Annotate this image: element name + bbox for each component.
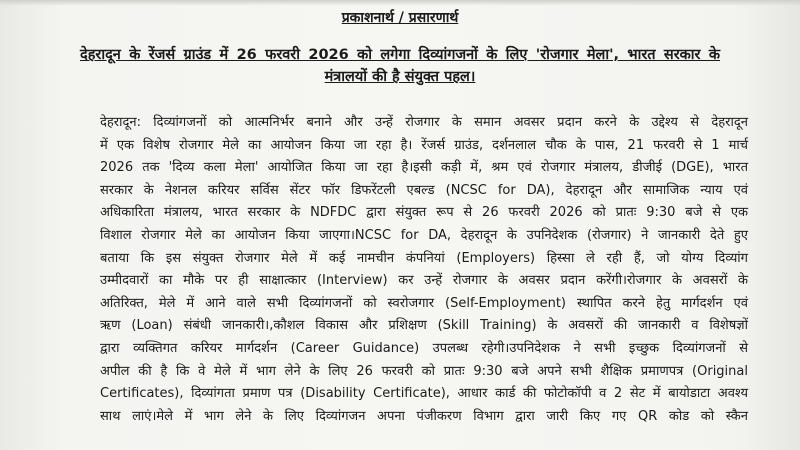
body-line: देहरादून: दिव्यांगजनों को आत्मनिर्भर बनाने और उन्हें रोजगार के समान अवसर प्रदान करने के उद्देश्य से देहरादून xyxy=(100,115,748,130)
paper-edge xyxy=(0,0,800,6)
body-line: ऋण (Loan) संबंधी जानकारी।,कौशल विकास और प्रशिक्षण (Skill Training) के अवसरों की जानकारी व विशेषज्ञों xyxy=(100,318,748,334)
body-line: अतिरिक्त, मेले में आने वाले सभी दिव्यांगजनों को स्वरोजगार (Self-Employment) स्थापित करने हेतु मार्गदर्शन एवं xyxy=(100,295,748,311)
body-line: उम्मीदवारों का मौके पर ही साक्षात्कार (Interview) कर उन्हें रोजगार के अवसर प्रदान करेंगी।रोजगार के अवसरों के xyxy=(100,273,748,289)
headline-line-2: मंत्रालयों की है संयुक्त पहल। xyxy=(324,69,476,85)
body-line: Certificates), दिव्यांगता प्रमाण पत्र (Disability Certificate), आधार कार्ड की फोटोकॉपी व 2 सेट में बायोडाटा अवश्य xyxy=(100,386,748,402)
body-line: अपील की है कि वे मेले में भाग लेने के लिए 26 फरवरी को प्रातः 9:30 बजे अपने सभी शैक्षिक प्रमाणपत्र (Original xyxy=(100,363,748,379)
body-line: द्वारा व्यक्तिगत करियर मार्गदर्शन (Career Guidance) उपलब्ध रहेगी।उपनिदेशक ने सभी इच्छुक दिव्यांगजनों से xyxy=(100,340,748,356)
body-line: साथ लाएं।मेले में भाग लेने के लिए दिव्यांगजन अपना पंजीकरण विभाग द्वारा जारी किए गए QR कोड को स्कैन xyxy=(100,408,748,424)
body-line: विशाल रोजगार मेले का आयोजन किया जाएगा।NCSC for DA, देहरादून के उपनिदेशक (रोजगार) ने जानकारी देते हुए xyxy=(100,227,748,243)
headline xyxy=(80,44,720,88)
body-line: अधिकारिता मंत्रालय, भारत सरकार के NDFDC द्वारा संयुक्त रूप से 26 फरवरी 2026 को प्रातः 9:30 बजे से एक xyxy=(100,205,748,221)
headline-line-1: देहरादून के रेंजर्स ग्राउंड में 26 फरवरी 2026 को लगेगा दिव्यांगजनों के लिए 'रोजगार मेला', भारत सरकार के xyxy=(80,47,720,63)
body-line: में एक विशेष रोजगार मेले का आयोजन किया जा रहा है। रेंजर्स ग्राउंड, दर्शनलाल चौक के पास, 21 फरवरी से 1 मार्च xyxy=(100,137,748,153)
body-line: 2026 तक 'दिव्य कला मेला' आयोजित किया जा रहा है।इसी कड़ी में, श्रम एवं रोजगार मंत्रालय, डीजीई (DGE), भारत xyxy=(100,160,748,176)
body-text xyxy=(100,112,748,428)
body-line: बताया कि इस संयुक्त रोजगार मेले में कई नामचीन कंपनियां (Employers) हिस्सा ले रही हैं, जो योग्य दिव्यांग xyxy=(100,250,748,266)
release-header: प्रकाशनार्थ / प्रसारणार्थ xyxy=(341,10,459,26)
body-line: सरकार के नेशनल करियर सर्विस सेंटर फॉर डिफरेंटली एबल्ड (NCSC for DA), देहरादून और सामाजिक न्याय एवं xyxy=(100,182,748,198)
